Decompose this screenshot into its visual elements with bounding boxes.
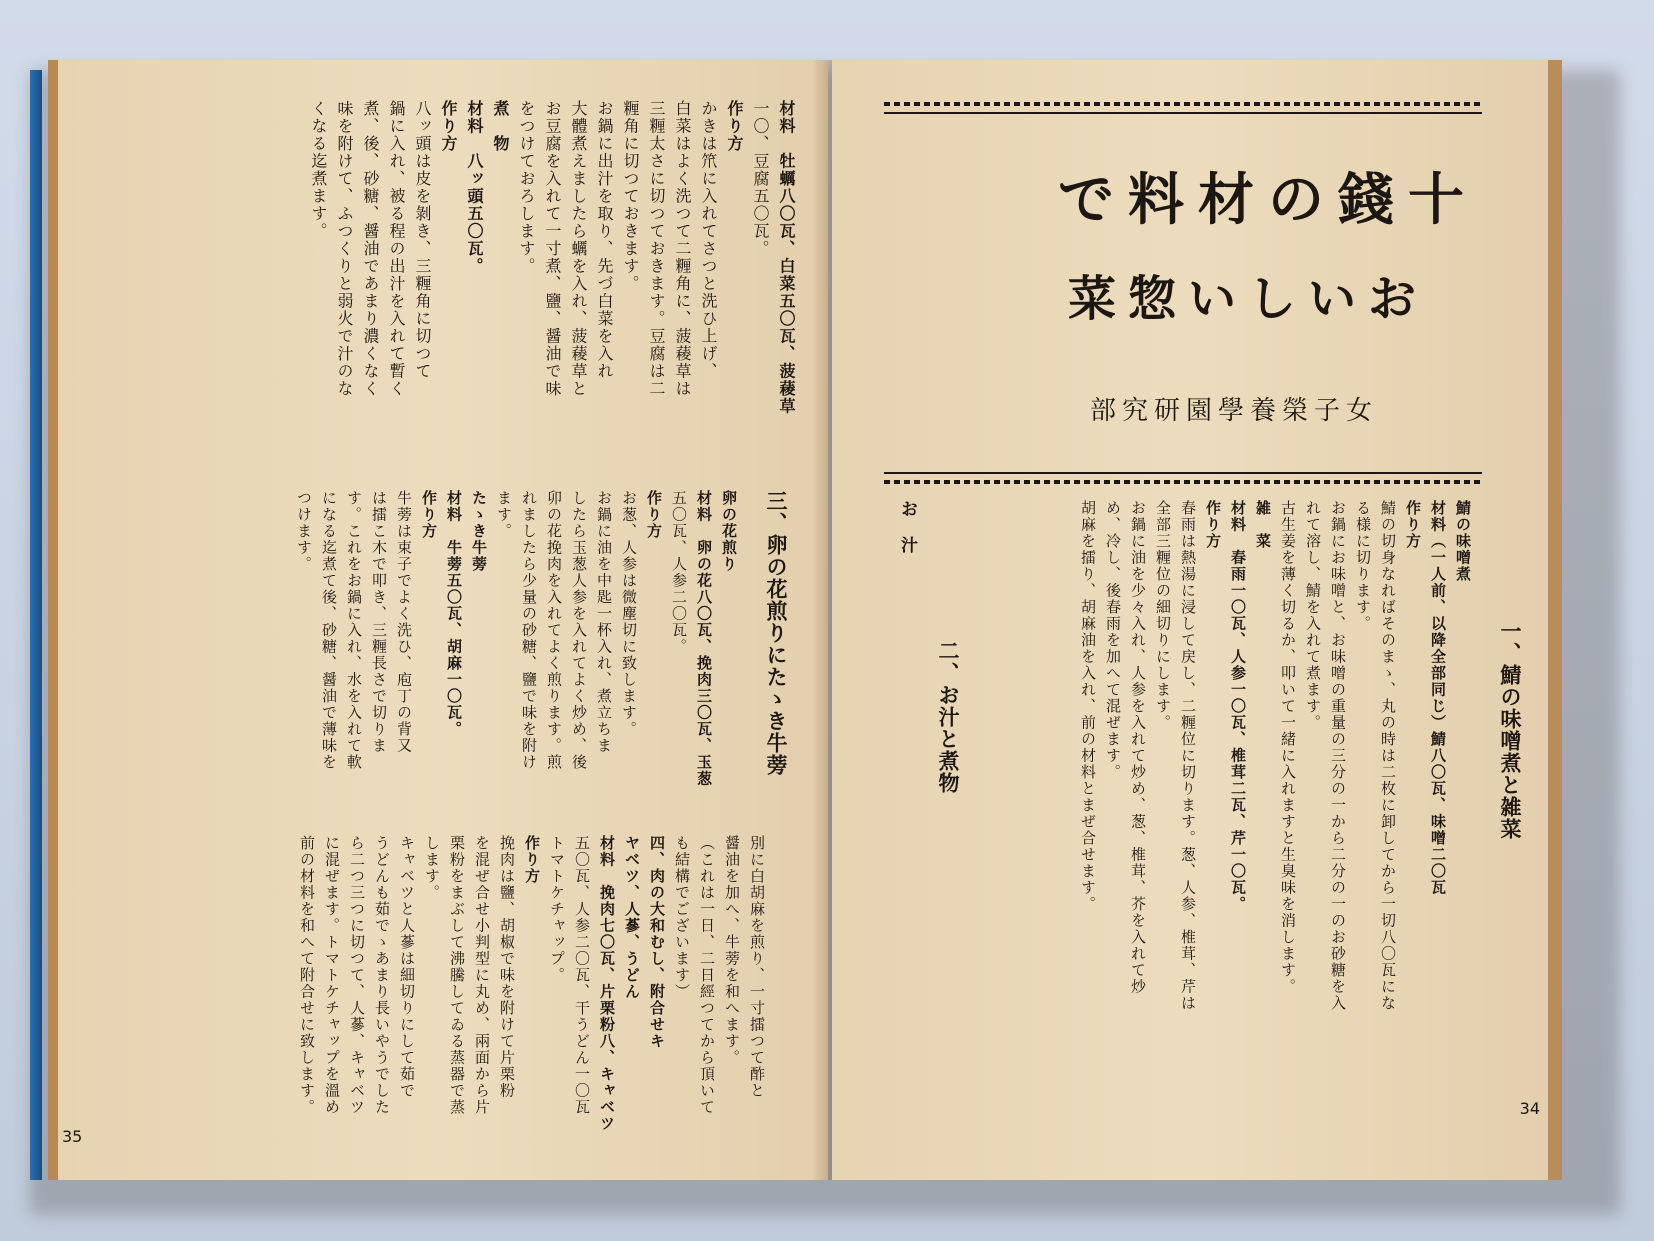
section1-text	[1076, 500, 1474, 1060]
top-rule	[884, 102, 1482, 106]
text-column: は擂こ木で叩き、三糎長さで切りま	[370, 490, 388, 754]
page-number-left: 35	[62, 1127, 83, 1146]
text-column: 材料 卵の花八〇瓦、挽肉三〇瓦、玉葱	[695, 490, 713, 787]
text-column: 作り方	[420, 490, 438, 540]
text-column: 材料 牛蒡五〇瓦、胡麻一〇瓦。	[445, 490, 463, 738]
section1-heading: 一、鯖の味噌煮と雑菜	[1498, 620, 1522, 840]
text-column: トマトケチャップ。	[548, 835, 566, 984]
text-column: 材料 挽肉七〇瓦、片栗粉八、キャベツ	[598, 835, 616, 1132]
section2-heading: 二、お汁と煮物	[936, 640, 960, 794]
page-title: 十錢の材料で	[1058, 167, 1478, 233]
left-page	[48, 60, 828, 1180]
mid-rule-dashed	[884, 480, 1482, 484]
text-column: うどんも茹でゝあまり長いやうでした	[373, 835, 391, 1116]
text-column: 大體煮えましたら蠣を入れ、菠薐草と	[569, 100, 588, 398]
page-number-right: 34	[1519, 1099, 1540, 1118]
text-column: 白菜はよく洗つて二糎角に、菠薐草は	[673, 100, 692, 398]
text-column: 材料（一人前、以降全部同じ）鯖八〇瓦、味噌二〇瓦	[1429, 500, 1447, 896]
text-column: 作り方	[439, 100, 458, 153]
text-column: 胡麻を擂り、胡麻油を入れ、前の材料とまぜ合せます。	[1079, 500, 1097, 913]
text-column: したら玉葱人参を入れてよく炒め、後	[570, 490, 588, 771]
text-column: 五〇瓦、人参二〇瓦。	[670, 490, 688, 655]
text-column: になる迄煮て後、砂糖、醤油で薄味を	[320, 490, 338, 771]
text-column: 鯖の味噌煮	[1454, 500, 1472, 583]
left-middle-text	[292, 490, 740, 820]
text-column: お鍋にお味噌と、お味噌の重量の三分の一から二分の一のお砂糖を入	[1329, 500, 1347, 1012]
text-column: 挽肉は鹽、胡椒で味を附けて片栗粉	[498, 835, 516, 1099]
text-column: します。	[423, 835, 441, 901]
text-column: お鍋に出汁を取り、先づ白菜を入れ	[595, 100, 614, 380]
text-column: ヤベツ、人蔘、うどん	[623, 835, 641, 1000]
text-column: 古生姜を薄く切るか、叩いて一緒に入れますと生臭味を消します。	[1279, 500, 1297, 995]
text-column: 雑 菜	[1254, 500, 1272, 550]
text-column: つけます。	[295, 490, 313, 573]
text-column: 栗粉をまぶして沸騰してゐる蒸器で蒸	[448, 835, 466, 1116]
text-column: 四、肉の大和むし、附合せキ	[648, 835, 666, 1050]
section2-label: お 汁	[897, 500, 917, 554]
left-bottom-text	[295, 835, 768, 1145]
text-column: す。これをお鍋に入れ、水を入れて軟	[345, 490, 363, 771]
text-column: 材料 八ッ頭五〇瓦。	[465, 100, 484, 275]
text-column: ら二つ三つに切つて、人蔘、キャベツ	[348, 835, 366, 1116]
text-column: 作り方	[1204, 500, 1222, 550]
text-column: をつけておろします。	[517, 100, 536, 275]
text-column: 作り方	[645, 490, 663, 540]
text-column: 材料 春雨一〇瓦、人参一〇瓦、椎茸二瓦、芹一〇瓦。	[1229, 500, 1247, 913]
text-column: 糎角に切つておきます。	[621, 100, 640, 293]
text-column: れて溶し、鯖を入れて煮ます。	[1304, 500, 1322, 731]
text-column: 一〇、豆腐五〇瓦。	[751, 100, 770, 258]
text-column: 作り方	[523, 835, 541, 885]
text-column: に混ぜます。トマトケチャップを溫め	[323, 835, 341, 1116]
text-column: を混ぜ合せ小判型に丸め、兩面から片	[473, 835, 491, 1116]
text-column: キャベツと人蔘は細切りにして茹で	[398, 835, 416, 1099]
text-column: 鍋に入れ、被る程の出汁を入れて暫く	[387, 100, 406, 398]
text-column: 牛蒡は束子でよく洗ひ、庖丁の背又	[395, 490, 413, 754]
text-column: 材料 牡蠣八〇瓦、白菜五〇瓦、菠薐草	[777, 100, 796, 415]
section3-heading: 三、卵の花煎りにたゝき牛蒡	[764, 490, 788, 776]
text-column: 鯖の切身なればそのまゝ、丸の時は二枚に卸してから一切八〇瓦にな	[1379, 500, 1397, 1012]
text-column: かきは笊に入れてさつと洗ひ上げ、	[699, 100, 718, 380]
text-column: 全部三糎位の細切りにします。	[1154, 500, 1172, 731]
text-column: お鍋に油を中匙一杯入れ、煮立ちま	[595, 490, 613, 754]
text-column: め、冷し、後春雨を加へて混ぜます。	[1104, 500, 1122, 781]
text-column: くなる迄煮ます。	[309, 100, 328, 240]
text-column: れましたら少量の砂糖、鹽で味を附け	[520, 490, 538, 771]
organization: 女子榮養學園研究部	[1089, 396, 1378, 426]
page-subtitle: おいしい惣菜	[1067, 271, 1428, 327]
text-column: 作り方	[725, 100, 744, 153]
text-column: 卯の花挽肉を入れてよく煎ります。煎	[545, 490, 563, 771]
right-page	[832, 60, 1562, 1180]
book-edge	[30, 70, 42, 1180]
text-column: 作り方	[1404, 500, 1422, 550]
text-column: たゝき牛蒡	[470, 490, 488, 573]
left-top-text	[306, 100, 798, 460]
text-column: 煮 物	[491, 100, 510, 153]
text-column: お豆腐を入れて一寸煮、鹽、醤油で味	[543, 100, 562, 398]
text-column: 煮、後、砂糖、醤油であまり濃くなく	[361, 100, 380, 398]
text-column: お鍋に油を少々入れ、人参を入れて炒め、葱、椎茸、芥を入れて炒	[1129, 500, 1147, 995]
text-column: ます。	[495, 490, 513, 540]
text-column: 醤油を加へ、牛蒡を和へます。	[723, 835, 741, 1066]
text-column: お葱、人参は微塵切に致します。	[620, 490, 638, 738]
text-column: 前の材料を和へて附合せに致します。	[298, 835, 316, 1116]
text-column: 別に白胡麻を煎り、一寸擂つて酢と	[748, 835, 766, 1099]
text-column: 八ッ頭は皮を剝き、三糎角に切つて	[413, 100, 432, 380]
text-column: 三糎太さに切つておきます。豆腐は二	[647, 100, 666, 398]
text-column: （これは一日、二日經つてから頂いて	[698, 835, 716, 1116]
text-column: 五〇瓦、人参二〇瓦、干うどん一〇瓦	[573, 835, 591, 1116]
text-column: 春雨は熱湯に浸して戻し、二糎位に切ります。葱、人参、椎茸、芹は	[1179, 500, 1197, 1012]
text-column: も結構でございます）	[673, 835, 691, 1000]
text-column: 卵の花煎り	[720, 490, 738, 573]
text-column: 味を附けて、ふつくりと弱火で汁のな	[335, 100, 354, 398]
mid-rule	[884, 472, 1482, 474]
text-column: る様に切ります。	[1354, 500, 1372, 632]
top-rule-thin	[884, 112, 1482, 114]
